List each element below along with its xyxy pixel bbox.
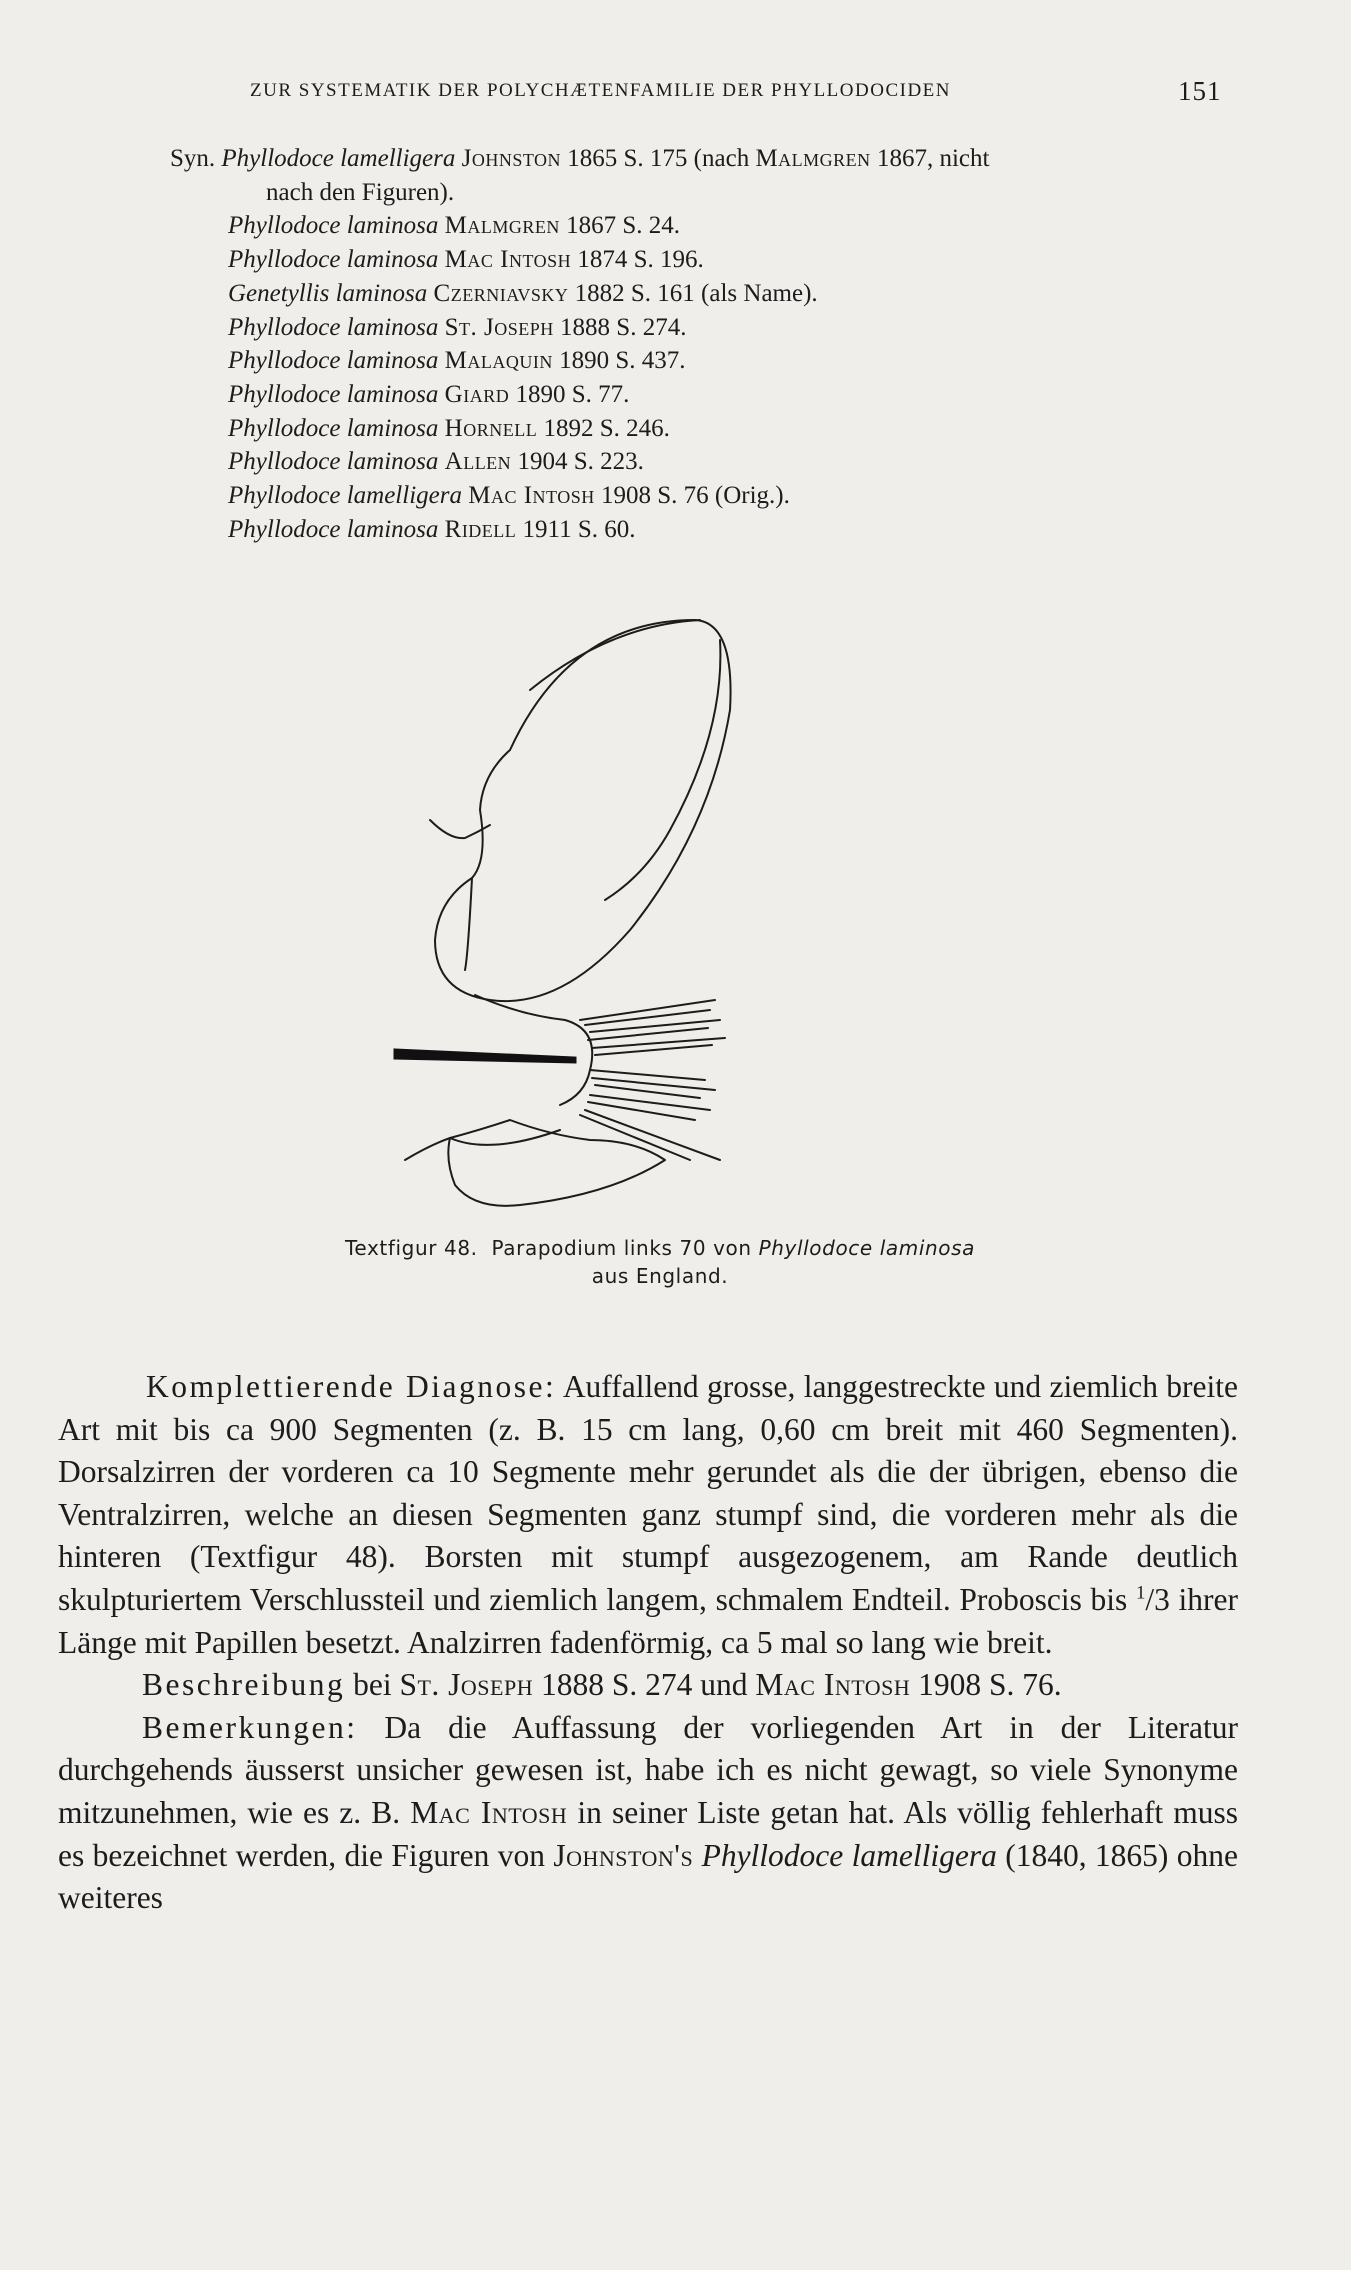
synonym-entry [228, 243, 1250, 277]
remarks-paragraph [58, 1707, 1238, 1920]
species-name: Phyllodoce laminosa [228, 515, 439, 543]
synonym-list [170, 142, 1250, 546]
synonym-entry [170, 142, 1250, 176]
author-name: Hornell [444, 414, 538, 442]
fraction-numerator: 1 [1135, 1582, 1146, 1604]
species-name: Phyllodoce laminosa [228, 347, 439, 375]
paragraph-text: ihrer Länge mit Papillen besetzt. Analzirren fadenförmig, ca 5 mal so lang wie breit. [58, 1581, 1239, 1660]
page-number: 151 [1178, 76, 1222, 106]
parapodium-figure [390, 600, 870, 1220]
author-name: St. Joseph [399, 1667, 534, 1703]
species-name: Phyllodoce laminosa [228, 448, 439, 476]
caption-line-2: aus England. [591, 1264, 729, 1288]
author-name: Mac Intosh [468, 482, 595, 510]
section-heading: Bemerkungen: [142, 1709, 358, 1745]
species-name: Phyllodoce laminosa [228, 212, 439, 240]
page-header [0, 76, 1351, 110]
reference: 1908 S. 76 (Orig.). [600, 482, 790, 510]
paragraph-text: 1908 S. 76. [918, 1667, 1062, 1703]
species-name: Phyllodoce laminosa [228, 313, 439, 341]
synonym-entry [228, 513, 1250, 547]
synonym-entry [228, 311, 1250, 345]
author-name: Malmgren [444, 212, 560, 240]
ventral-cirrus-line [450, 1130, 560, 1145]
syn-prefix: Syn. [170, 145, 216, 172]
author-name: Malaquin [444, 347, 553, 375]
reference: 1890 S. 437. [559, 347, 686, 375]
dorsal-cirrus-inner-line [605, 640, 720, 900]
parapodial-lobe [475, 995, 592, 1105]
reference: 1867 S. 24. [566, 212, 681, 240]
paragraph-text: Da die Auffassung der vorliegenden Art in der Literatur durchgehends äusserst unsicher gewesen ist, habe ich es nicht gewagt, so viele Synonyme mitzunehmen, wie es z. B. [58, 1709, 1239, 1830]
reference: 1904 S. 223. [517, 448, 644, 476]
paragraph-text: (1840, 1865) ohne weiteres [58, 1837, 1239, 1916]
synonym-entry [228, 479, 1250, 513]
body-text [58, 1366, 1238, 1920]
synonym-entry [228, 209, 1250, 243]
species-name: Phyllodoce laminosa [228, 246, 439, 274]
fraction-denominator: /3 [1145, 1581, 1170, 1617]
section-heading: Komplettierende Diagnose: [146, 1369, 557, 1404]
author-name: Ridell [444, 515, 517, 543]
caption-text: Parapodium links 70 von [491, 1236, 752, 1260]
aciculum [395, 1050, 575, 1062]
paragraph-text: 1888 S. 274 und [540, 1667, 748, 1703]
running-title: ZUR SYSTEMATIK DER POLYCHÆTENFAMILIE DER PHYLLODOCIDEN [250, 80, 951, 101]
section-heading: Beschreibung [142, 1667, 346, 1703]
reference: 1867, nicht [876, 145, 990, 172]
author-name: Mac Intosh [410, 1794, 568, 1830]
reference: 1865 S. 175 (nach [567, 145, 750, 172]
species-name: Phyllodoce lamelligera [228, 482, 462, 510]
synonym-continuation: nach den Figuren). [266, 178, 455, 206]
author-name: Mac Intosh [444, 246, 572, 274]
paragraph-text: Auffallend grosse, langgestreckte und ziemlich breite Art mit bis ca 900 Segmenten (z. B. 15 cm lang, 0,60 cm breit mit 460 Segmenten). Dorsalzirren der vorderen ca 10 Segmente mehr gerundet als die der übrigen, ebenso die Ventralzirren, welche an diesen Segmenten ganz stumpf sind, die vorderen mehr als die hinteren (Textfigur 48). Borsten mit stumpf ausgezogenem, am Rande deutlich skulpturiertem Verschlussteil und ziemlich langem, schmalem Endteil. Proboscis bis [58, 1369, 1238, 1617]
synonym-entry [228, 445, 1250, 479]
caption-label: Textfigur 48. [345, 1236, 478, 1260]
author-name: Giard [444, 380, 510, 408]
synonym-entry [228, 412, 1250, 446]
author-name: Allen [444, 448, 512, 476]
seta-bundle [580, 1070, 720, 1160]
paragraph-text: in seiner Liste getan hat. Als völlig fehlerhaft muss es bezeichnet werden, die Figuren von [58, 1794, 1239, 1873]
species-name: Phyllodoce laminosa [228, 380, 439, 408]
figure-caption [260, 1234, 1060, 1290]
synonym-entry [228, 378, 1250, 412]
author-name: Johnston [461, 145, 562, 172]
reference: 1892 S. 246. [543, 414, 670, 442]
species-name: Phyllodoce laminosa [228, 414, 439, 442]
caption-line-1 [260, 1234, 1060, 1262]
species-name: Phyllodoce lamelligera [701, 1837, 997, 1873]
synonym-entry [228, 344, 1250, 378]
reference: 1882 S. 161 (als Name). [574, 279, 818, 307]
author-name: St. Joseph [444, 313, 554, 341]
author-name: Czerniavsky [433, 279, 569, 307]
author-name: Johnston's [553, 1837, 694, 1873]
reference: 1888 S. 274. [560, 313, 687, 341]
author-name: Malmgren [755, 145, 871, 172]
caption-species: Phyllodoce laminosa [758, 1236, 975, 1260]
dorsal-cirrus-outline [435, 620, 731, 1001]
seta-bundle [580, 1000, 725, 1055]
reference: 1890 S. 77. [515, 380, 630, 408]
author-name: Mac Intosh [755, 1667, 911, 1703]
cirrophore-line [465, 878, 472, 970]
description-paragraph [58, 1664, 1238, 1707]
species-name: Genetyllis laminosa [228, 279, 428, 307]
reference: 1911 S. 60. [522, 515, 636, 543]
paragraph-text: bei [353, 1667, 392, 1703]
synonym-entry [228, 277, 1250, 311]
species-name: Phyllodoce lamelligera [221, 145, 456, 172]
diagnosis-paragraph [58, 1366, 1238, 1664]
reference: 1874 S. 196. [577, 246, 704, 274]
